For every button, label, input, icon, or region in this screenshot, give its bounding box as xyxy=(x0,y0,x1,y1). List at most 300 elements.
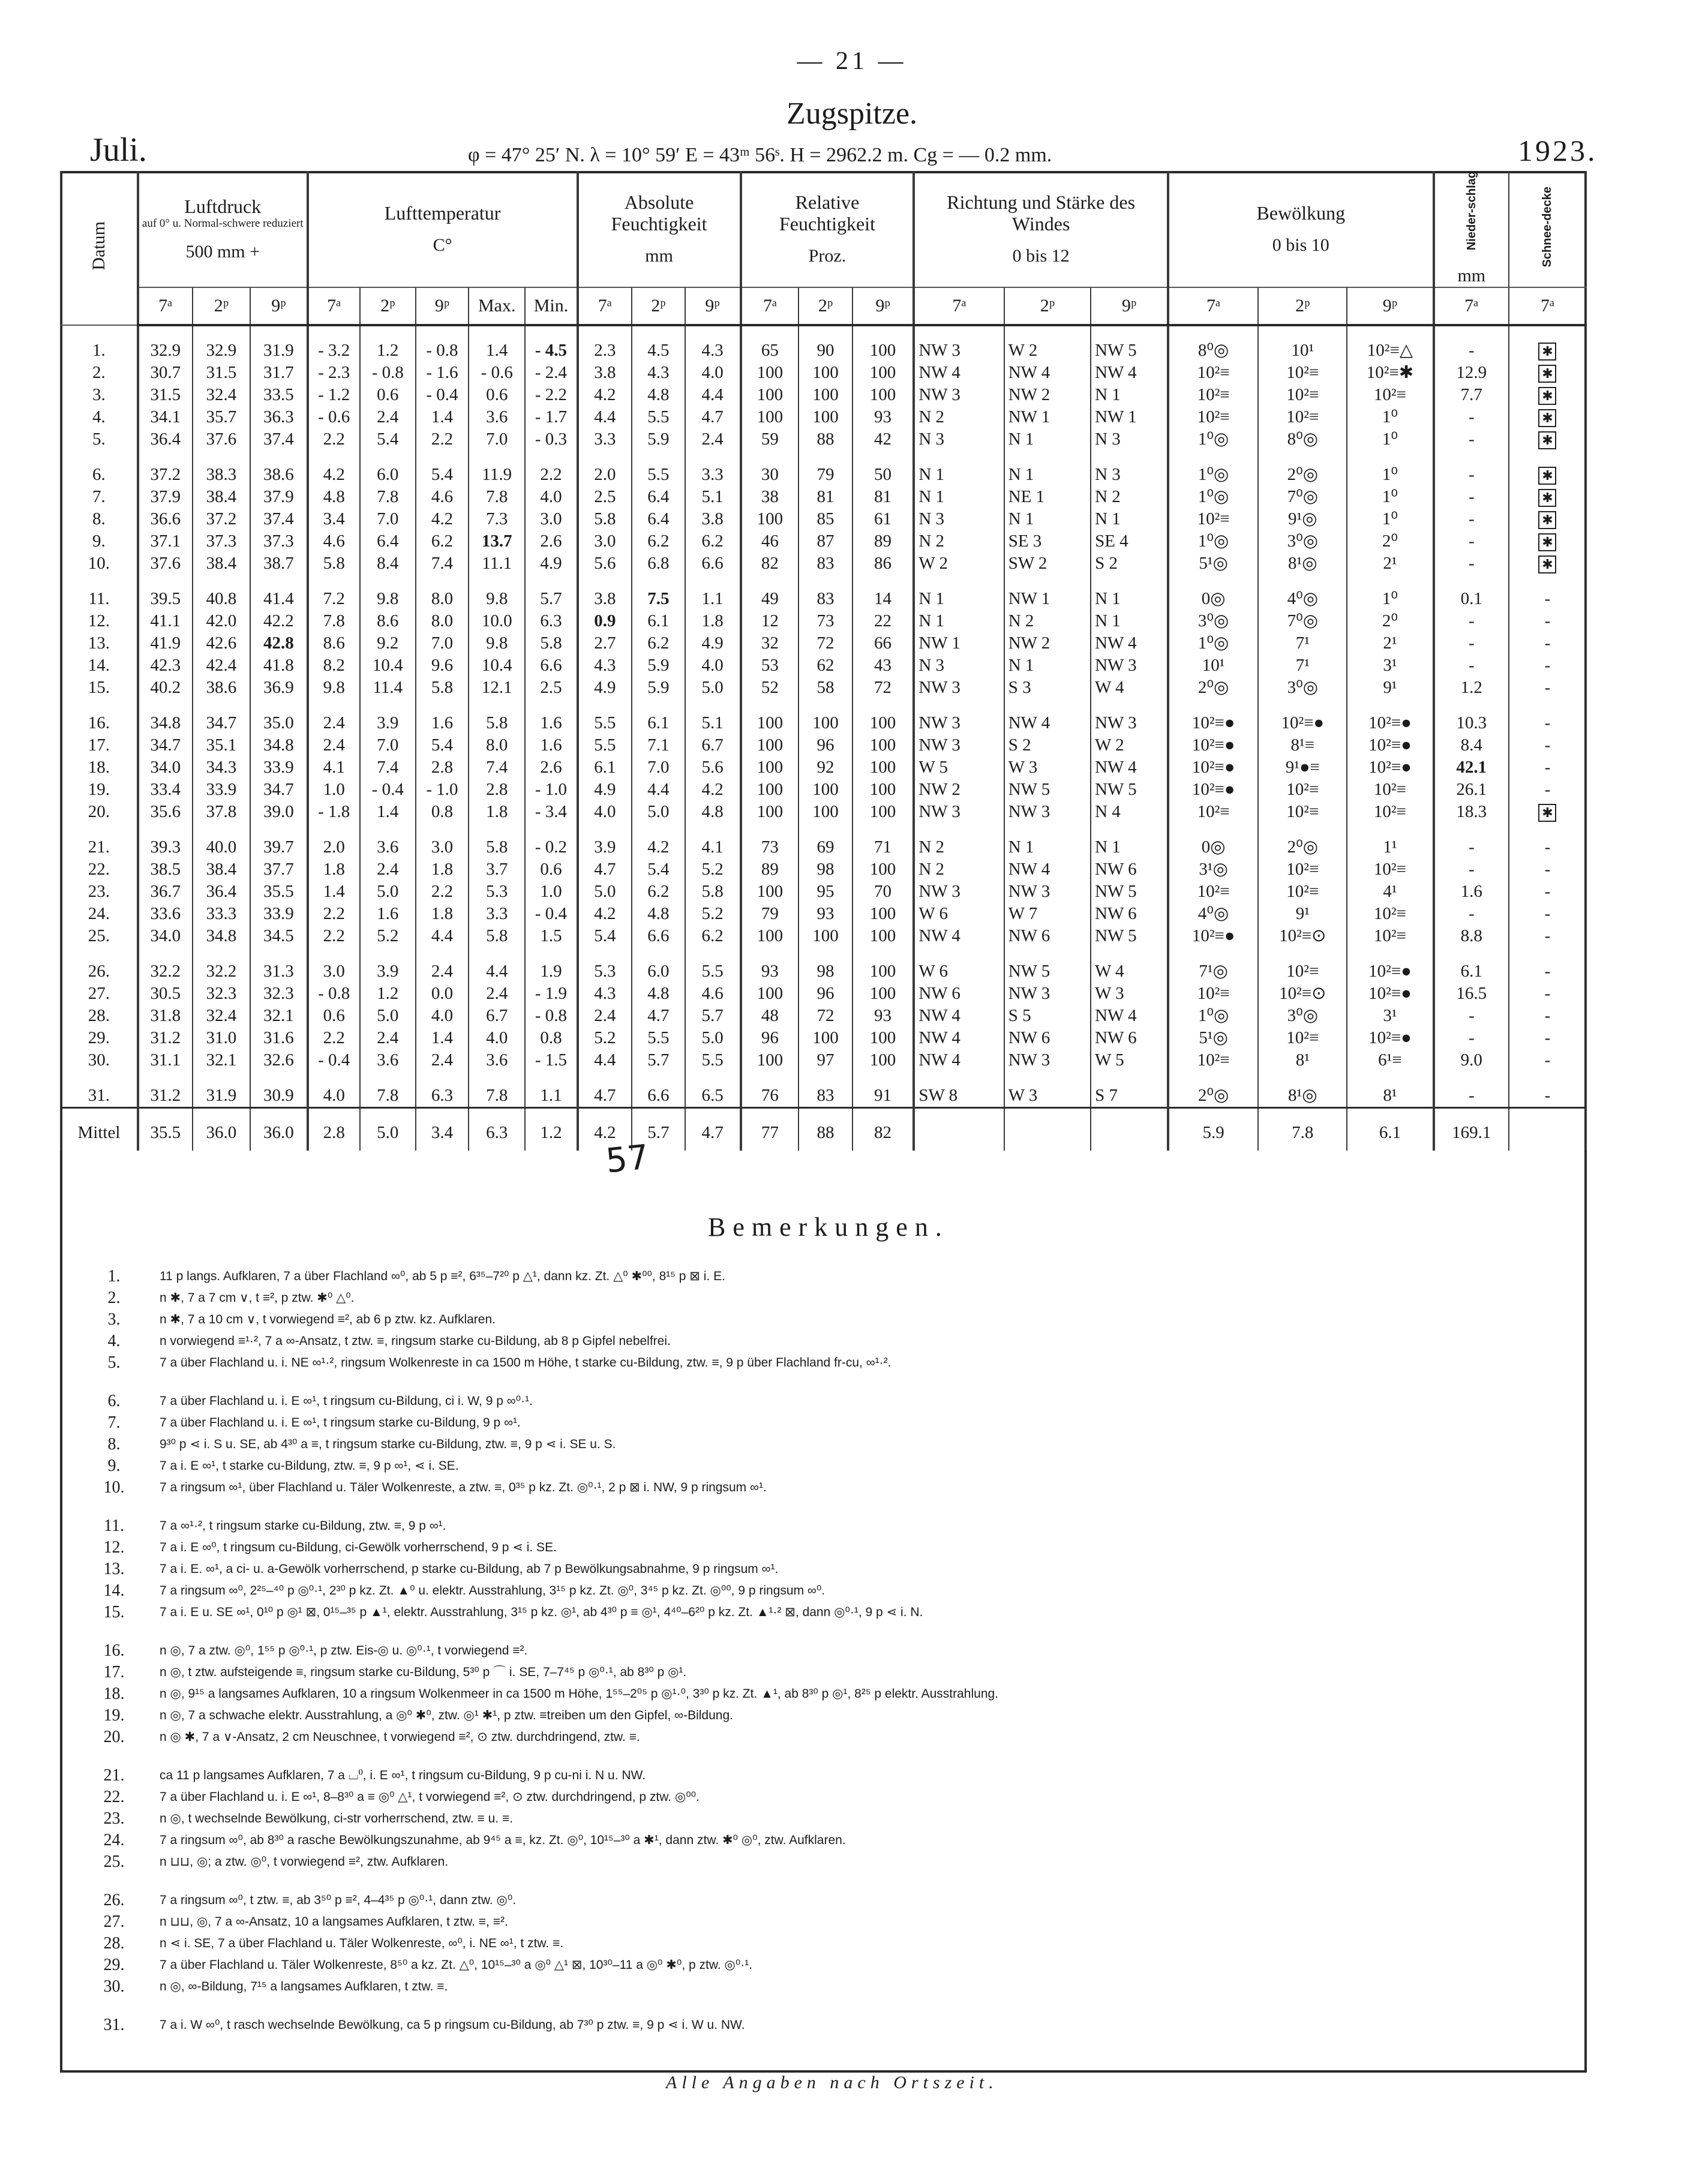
cell-pressure-2p: 37.2 xyxy=(193,508,251,530)
cell-cloud-7a: 1⁰◎ xyxy=(1168,1005,1258,1027)
cell-pressure-2p: 34.8 xyxy=(193,925,251,947)
cell-temp-9p: 3.0 xyxy=(416,823,469,858)
cell-cloud-7a: 10¹ xyxy=(1168,654,1258,677)
cell-pressure-7a: 41.9 xyxy=(138,632,193,654)
cell-relhum-9p: 70 xyxy=(853,881,914,903)
cell-wind-7a: NW 6 xyxy=(914,983,1004,1005)
cell-relhum-2p: 100 xyxy=(799,1027,852,1049)
cell-snowcover: - xyxy=(1509,858,1586,881)
cell-temp-7a: 1.8 xyxy=(308,858,360,881)
cell-wind-7a: NW 3 xyxy=(914,677,1004,699)
table-row xyxy=(61,552,1586,575)
table-row xyxy=(61,654,1586,677)
cell-pressure-2p: 42.0 xyxy=(193,610,251,632)
cell-wind-2p: NW 1 xyxy=(1004,406,1091,428)
cell-abshum-7a: 4.0 xyxy=(578,801,632,823)
cell-abshum-2p: 6.8 xyxy=(632,552,685,575)
col-bewoelkung: Bewölkung 0 bis 10 xyxy=(1168,171,1434,287)
cell-pressure-9p: 37.4 xyxy=(250,428,307,451)
snow-cover-icon: ✱ xyxy=(1538,365,1556,383)
cell-precip: 1.6 xyxy=(1434,881,1509,903)
cell-abshum-7a: 2.5 xyxy=(578,486,632,508)
cell-cloud-2p: 3⁰◎ xyxy=(1258,530,1347,552)
cell-cloud-7a: 10²≡● xyxy=(1168,734,1258,756)
cell-temp-7a: 5.8 xyxy=(308,552,360,575)
cell-relhum-2p: 85 xyxy=(799,508,852,530)
cell-wind-9p: N 3 xyxy=(1091,451,1168,486)
cell-snowcover: - xyxy=(1509,903,1586,925)
remark-text: n ⊔⊔, ◎, 7 a ∞-Ansatz, 10 a langsames Aufklaren, t ztw. ≡, ≡². xyxy=(160,1915,508,1929)
cell-pressure-2p: 36.4 xyxy=(193,881,251,903)
cell-cloud-7a: 2⁰◎ xyxy=(1168,1071,1258,1108)
cell-cloud-2p: 4⁰◎ xyxy=(1258,575,1347,610)
table-row xyxy=(61,858,1586,881)
cell-relhum-9p: 93 xyxy=(853,1005,914,1027)
snow-cover-icon: ✱ xyxy=(1538,555,1556,573)
cell-relhum-2p: 90 xyxy=(799,325,852,362)
cell-precip: - xyxy=(1434,903,1509,925)
remark-row xyxy=(84,1287,1560,1309)
cell-temp-7a: - 1.8 xyxy=(308,801,360,823)
cell-temp-7a: 3.4 xyxy=(308,508,360,530)
table-row xyxy=(61,734,1586,756)
snow-cover-icon: ✱ xyxy=(1538,431,1556,449)
cell-precip: - xyxy=(1434,325,1509,362)
cell-relhum-7a: 79 xyxy=(741,903,799,925)
cell-temp-9p: 0.8 xyxy=(416,801,469,823)
cell-temp-7a: 0.6 xyxy=(308,1005,360,1027)
cell-relhum-9p: 100 xyxy=(853,699,914,734)
cell-precip: 26.1 xyxy=(1434,779,1509,801)
cell-wind-7a: NW 4 xyxy=(914,1005,1004,1027)
cell-temp-max: 4.4 xyxy=(469,947,525,983)
col-luftdruck: Luftdruck auf 0° u. Normal-schwere reduziert 500 mm + xyxy=(138,171,308,287)
remark-row xyxy=(84,1933,1560,1954)
table-row xyxy=(61,632,1586,654)
cell-pressure-2p: 37.3 xyxy=(193,530,251,552)
cell-temp-7a: - 1.2 xyxy=(308,384,360,406)
hdr-p-9p: 9ᵖ xyxy=(250,287,307,325)
cell-relhum-7a: 100 xyxy=(741,925,799,947)
table-row xyxy=(61,575,1586,610)
cell-pressure-7a: 39.5 xyxy=(138,575,193,610)
remark-text: 7 a über Flachland u. i. E ∞¹, t ringsum starke cu-Bildung, 9 p ∞¹. xyxy=(160,1416,521,1430)
table-row xyxy=(61,983,1586,1005)
cell-abshum-9p: 6.5 xyxy=(685,1071,741,1108)
cell-snowcover xyxy=(1509,530,1586,552)
cell-cloud-7a: 8⁰◎ xyxy=(1168,325,1258,362)
cell-wind-7a: N 1 xyxy=(914,486,1004,508)
cell-cloud-2p: 3⁰◎ xyxy=(1258,677,1347,699)
cell-date: 24. xyxy=(61,903,138,925)
cell-cloud-2p: 7¹ xyxy=(1258,632,1347,654)
hdr-a-9p: 9ᵖ xyxy=(685,287,741,325)
cell-temp-2p: 11.4 xyxy=(360,677,416,699)
cell-abshum-9p: 5.0 xyxy=(685,1027,741,1049)
cell-pressure-7a: 36.4 xyxy=(138,428,193,451)
cell-date: 29. xyxy=(61,1027,138,1049)
cell-cloud-2p: 10²≡⊙ xyxy=(1258,983,1347,1005)
cell-wind-2p: SW 2 xyxy=(1004,552,1091,575)
cell-abshum-9p: 1.8 xyxy=(685,610,741,632)
cell-pressure-2p: 40.0 xyxy=(193,823,251,858)
cell-abshum-2p: 5.5 xyxy=(632,451,685,486)
remark-date: 13. xyxy=(103,1560,125,1578)
cell-pressure-2p: 32.3 xyxy=(193,983,251,1005)
cell-temp-min: 2.6 xyxy=(525,756,577,779)
remark-row xyxy=(84,1477,1560,1499)
cell-cloud-2p: 10²≡ xyxy=(1258,801,1347,823)
cell-relhum-7a: 100 xyxy=(741,983,799,1005)
cell-precip: - xyxy=(1434,451,1509,486)
cell-snowcover: - xyxy=(1509,734,1586,756)
cell-snowcover: - xyxy=(1509,779,1586,801)
cell-cloud-7a: 1⁰◎ xyxy=(1168,428,1258,451)
cell-snowcover: - xyxy=(1509,677,1586,699)
cell-precip: 1.2 xyxy=(1434,677,1509,699)
cell-abshum-9p: 5.1 xyxy=(685,486,741,508)
cell-pressure-9p: 41.4 xyxy=(250,575,307,610)
cell-precip: - xyxy=(1434,552,1509,575)
cell-wind-2p: NW 4 xyxy=(1004,699,1091,734)
cell-temp-max: 6.7 xyxy=(469,1005,525,1027)
cell-pressure-9p: 32.6 xyxy=(250,1049,307,1071)
cell-relhum-7a: 100 xyxy=(741,734,799,756)
remark-text: 7 a i. E. ∞¹, a ci- u. a-Gewölk vorherrschend, p starke cu-Bildung, ab 7 p Bewölkungsabnahme, 9 p ringsum ∞¹. xyxy=(160,1562,779,1576)
table-row xyxy=(61,486,1586,508)
table-row xyxy=(61,756,1586,779)
cell-relhum-2p: 100 xyxy=(799,801,852,823)
cell-relhum-2p: 69 xyxy=(799,823,852,858)
table-row xyxy=(61,779,1586,801)
cell-wind-9p: SE 4 xyxy=(1091,530,1168,552)
cell-relhum-2p: 81 xyxy=(799,486,852,508)
cell-precip: 8.8 xyxy=(1434,925,1509,947)
cell-pressure-2p: 35.1 xyxy=(193,734,251,756)
cell-abshum-2p: 5.7 xyxy=(632,1108,685,1151)
cell-temp-max: - 0.6 xyxy=(469,362,525,384)
station-coordinates: φ = 47° 25′ N. λ = 10° 59′ E = 43ᵐ 56ˢ. H = 2962.2 m. Cg = — 0.2 mm. xyxy=(468,144,1052,166)
cell-temp-7a: - 0.4 xyxy=(308,1049,360,1071)
cell-temp-2p: 6.4 xyxy=(360,530,416,552)
cell-snowcover xyxy=(1509,325,1586,362)
cell-wind-9p: NW 5 xyxy=(1091,925,1168,947)
remark-text: 7 a ringsum ∞⁰, t ztw. ≡, ab 3⁵⁰ p ≡², 4–4³⁵ p ◎⁰·¹, dann ztw. ◎⁰. xyxy=(160,1893,517,1907)
cell-pressure-7a: 33.4 xyxy=(138,779,193,801)
cell-cloud-7a: 10²≡ xyxy=(1168,1049,1258,1071)
cell-cloud-9p: 1⁰ xyxy=(1347,486,1433,508)
table-row xyxy=(61,384,1586,406)
cell-cloud-9p: 10²≡ xyxy=(1347,384,1433,406)
cell-abshum-2p: 5.0 xyxy=(632,801,685,823)
cell-snowcover xyxy=(1509,552,1586,575)
cell-abshum-7a: 4.2 xyxy=(578,1108,632,1151)
cell-cloud-2p: 10²≡ xyxy=(1258,406,1347,428)
cell-temp-9p: 5.4 xyxy=(416,734,469,756)
cell-temp-2p: 3.9 xyxy=(360,947,416,983)
cell-pressure-2p: 42.4 xyxy=(193,654,251,677)
remark-text: n ◎, 9¹⁵ a langsames Aufklaren, 10 a ringsum Wolkenmeer in ca 1500 m Höhe, 1⁵⁵–2⁰⁵ p ◎¹·⁰, 3³⁰ p kz. Zt. ▲¹, ab 8³⁰ p ◎¹, 8²⁵ p elektr. Ausstrahlung. xyxy=(160,1687,999,1701)
cell-abshum-2p: 6.2 xyxy=(632,881,685,903)
remark-text: n ✱, 7 a 7 cm ∨, t ≡², p ztw. ✱⁰ △⁰. xyxy=(160,1291,355,1305)
cell-abshum-2p: 6.1 xyxy=(632,610,685,632)
remark-date: 1. xyxy=(107,1267,121,1286)
cell-relhum-7a: 12 xyxy=(741,610,799,632)
cell-wind-7a: W 6 xyxy=(914,903,1004,925)
cell-temp-2p: 7.8 xyxy=(360,1071,416,1108)
cell-temp-max: 0.6 xyxy=(469,384,525,406)
cell-abshum-7a: 5.6 xyxy=(578,552,632,575)
cell-wind-2p: N 1 xyxy=(1004,508,1091,530)
cell-pressure-7a: 38.5 xyxy=(138,858,193,881)
cell-cloud-9p: 10²≡● xyxy=(1347,983,1433,1005)
cell-relhum-2p: 72 xyxy=(799,632,852,654)
snow-cover-icon: ✱ xyxy=(1538,804,1556,822)
cell-cloud-2p: 2⁰◎ xyxy=(1258,451,1347,486)
remark-row xyxy=(84,1830,1560,1851)
cell-relhum-9p: 43 xyxy=(853,654,914,677)
cell-relhum-2p: 100 xyxy=(799,384,852,406)
cell-abshum-9p: 5.1 xyxy=(685,699,741,734)
cell-temp-9p: 2.8 xyxy=(416,756,469,779)
cell-temp-min: 0.6 xyxy=(525,858,577,881)
cell-cloud-9p: 10²≡● xyxy=(1347,734,1433,756)
cell-cloud-2p: 7.8 xyxy=(1258,1108,1347,1151)
cell-abshum-9p: 5.2 xyxy=(685,903,741,925)
cell-pressure-7a: 31.2 xyxy=(138,1071,193,1108)
hdr-t-min: Min. xyxy=(525,287,577,325)
cell-pressure-9p: 30.9 xyxy=(250,1071,307,1108)
cell-abshum-7a: 3.3 xyxy=(578,428,632,451)
cell-temp-7a: - 3.2 xyxy=(308,325,360,362)
remark-text: 9³⁰ p ⋖ i. S u. SE, ab 4³⁰ a ≡, t ringsum starke cu-Bildung, ztw. ≡, 9 p ⋖ i. SE u. S. xyxy=(160,1437,616,1451)
cell-pressure-9p: 32.1 xyxy=(250,1005,307,1027)
cell-wind-7a: NW 3 xyxy=(914,384,1004,406)
remark-date: 16. xyxy=(103,1641,125,1660)
remark-date: 4. xyxy=(107,1332,121,1350)
observation-table xyxy=(60,171,1587,1151)
cell-pressure-7a: 36.7 xyxy=(138,881,193,903)
cell-relhum-2p: 98 xyxy=(799,858,852,881)
cell-temp-min: - 1.5 xyxy=(525,1049,577,1071)
cell-abshum-2p: 4.8 xyxy=(632,903,685,925)
cell-cloud-7a: 0◎ xyxy=(1168,575,1258,610)
cell-cloud-2p: 8⁰◎ xyxy=(1258,428,1347,451)
cell-temp-max: 3.7 xyxy=(469,858,525,881)
cell-snowcover: - xyxy=(1509,1071,1586,1108)
cell-temp-2p: 5.0 xyxy=(360,1005,416,1027)
cell-temp-9p: - 0.4 xyxy=(416,384,469,406)
cell-abshum-9p: 5.8 xyxy=(685,881,741,903)
cell-wind-2p: NW 1 xyxy=(1004,575,1091,610)
remark-date: 8. xyxy=(107,1435,121,1454)
cell-cloud-7a: 10²≡● xyxy=(1168,756,1258,779)
cell-temp-7a: 2.2 xyxy=(308,1027,360,1049)
cell-relhum-2p: 97 xyxy=(799,1049,852,1071)
cell-abshum-7a: 5.8 xyxy=(578,508,632,530)
cell-cloud-2p: 10²≡ xyxy=(1258,858,1347,881)
cell-relhum-7a: 46 xyxy=(741,530,799,552)
cell-temp-2p: 6.0 xyxy=(360,451,416,486)
remark-row xyxy=(84,1559,1560,1580)
cell-date: 27. xyxy=(61,983,138,1005)
cell-abshum-2p: 5.5 xyxy=(632,1027,685,1049)
cell-relhum-2p: 100 xyxy=(799,406,852,428)
cell-temp-9p: 1.4 xyxy=(416,1027,469,1049)
cell-wind-9p: NW 6 xyxy=(1091,858,1168,881)
hdr-c-2p: 2ᵖ xyxy=(1258,287,1347,325)
cell-cloud-2p: 10²≡● xyxy=(1258,699,1347,734)
cell-pressure-2p: 42.6 xyxy=(193,632,251,654)
cell-pressure-9p: 36.9 xyxy=(250,677,307,699)
cell-pressure-9p: 35.5 xyxy=(250,881,307,903)
cell-wind-7a: N 2 xyxy=(914,530,1004,552)
remark-text: 7 a über Flachland u. i. NE ∞¹·², ringsum Wolkenreste in ca 1500 m Höhe, t starke cu-Bildung, ztw. ≡, 9 p über Flachland fr-cu, ∞¹·². xyxy=(160,1356,891,1370)
cell-relhum-7a: 65 xyxy=(741,325,799,362)
hdr-a-2p: 2ᵖ xyxy=(632,287,685,325)
cell-relhum-9p: 100 xyxy=(853,925,914,947)
cell-pressure-7a: 42.3 xyxy=(138,654,193,677)
cell-wind-2p: NW 4 xyxy=(1004,858,1091,881)
cell-relhum-9p: 89 xyxy=(853,530,914,552)
col-wind: Richtung und Stärke des Windes 0 bis 12 xyxy=(914,171,1168,287)
cell-cloud-9p: 10²≡ xyxy=(1347,903,1433,925)
cell-date: 31. xyxy=(61,1071,138,1108)
remark-row xyxy=(84,1976,1560,1998)
cell-cloud-7a: 3¹◎ xyxy=(1168,858,1258,881)
cell-snowcover xyxy=(1509,406,1586,428)
cell-wind-7a: NW 3 xyxy=(914,699,1004,734)
remark-date: 31. xyxy=(103,2016,125,2034)
cell-cloud-7a: 1⁰◎ xyxy=(1168,486,1258,508)
snow-cover-icon: ✱ xyxy=(1538,409,1556,427)
remarks-title: Bemerkungen. xyxy=(708,1212,949,1242)
cell-relhum-9p: 71 xyxy=(853,823,914,858)
cell-abshum-7a: 4.7 xyxy=(578,1071,632,1108)
cell-abshum-7a: 3.0 xyxy=(578,530,632,552)
cell-temp-7a: 4.8 xyxy=(308,486,360,508)
cell-temp-7a: 2.2 xyxy=(308,428,360,451)
cell-abshum-2p: 4.7 xyxy=(632,1005,685,1027)
cell-relhum-9p: 93 xyxy=(853,406,914,428)
cell-abshum-2p: 6.1 xyxy=(632,699,685,734)
cell-relhum-2p: 88 xyxy=(799,1108,852,1151)
cell-wind-9p: NW 3 xyxy=(1091,654,1168,677)
cell-abshum-2p: 6.2 xyxy=(632,530,685,552)
cell-pressure-7a: 36.6 xyxy=(138,508,193,530)
remark-row xyxy=(84,1352,1560,1374)
cell-wind-9p: W 5 xyxy=(1091,1049,1168,1071)
cell-pressure-2p: 40.8 xyxy=(193,575,251,610)
cell-date: 25. xyxy=(61,925,138,947)
cell-temp-min: 5.7 xyxy=(525,575,577,610)
cell-temp-max: 1.8 xyxy=(469,801,525,823)
cell-temp-max: 5.8 xyxy=(469,823,525,858)
cell-temp-max: 10.4 xyxy=(469,654,525,677)
cell-cloud-9p: 10²≡ xyxy=(1347,801,1433,823)
table-row xyxy=(61,881,1586,903)
remark-text: 7 a i. E ∞⁰, t ringsum cu-Bildung, ci-Gewölk vorherrschend, 9 p ⋖ i. SE. xyxy=(160,1541,557,1554)
cell-temp-9p: 6.2 xyxy=(416,530,469,552)
hdr-r-7a: 7ᵃ xyxy=(741,287,799,325)
cell-abshum-9p: 3.3 xyxy=(685,451,741,486)
cell-cloud-9p: 1⁰ xyxy=(1347,508,1433,530)
cell-pressure-2p: 33.3 xyxy=(193,903,251,925)
remark-date: 11. xyxy=(104,1517,124,1535)
cell-temp-9p: - 1.0 xyxy=(416,779,469,801)
cell-precip: 169.1 xyxy=(1434,1108,1509,1151)
cell-temp-7a: 2.8 xyxy=(308,1108,360,1151)
cell-pressure-2p: 32.2 xyxy=(193,947,251,983)
cell-wind-7a xyxy=(914,1108,1004,1151)
cell-cloud-9p: 1¹ xyxy=(1347,823,1433,858)
cell-relhum-7a: 89 xyxy=(741,858,799,881)
cell-wind-2p: S 5 xyxy=(1004,1005,1091,1027)
remark-row xyxy=(84,1309,1560,1331)
cell-date: 2. xyxy=(61,362,138,384)
cell-temp-7a: 1.4 xyxy=(308,881,360,903)
cell-abshum-7a: 2.0 xyxy=(578,451,632,486)
cell-cloud-7a: 10²≡ xyxy=(1168,406,1258,428)
remark-text: 7 a ∞¹·², t ringsum starke cu-Bildung, ztw. ≡, 9 p ∞¹. xyxy=(160,1519,446,1533)
cell-relhum-7a: 77 xyxy=(741,1108,799,1151)
cell-relhum-9p: 72 xyxy=(853,677,914,699)
cell-relhum-9p: 61 xyxy=(853,508,914,530)
cell-pressure-9p: 41.8 xyxy=(250,654,307,677)
cell-wind-9p: S 2 xyxy=(1091,552,1168,575)
cell-abshum-2p: 6.4 xyxy=(632,486,685,508)
cell-temp-7a: 7.2 xyxy=(308,575,360,610)
cell-temp-min: 2.5 xyxy=(525,677,577,699)
cell-date: 14. xyxy=(61,654,138,677)
cell-abshum-9p: 5.0 xyxy=(685,677,741,699)
cell-temp-2p: 7.4 xyxy=(360,756,416,779)
cell-snowcover xyxy=(1509,362,1586,384)
cell-temp-min: 1.2 xyxy=(525,1108,577,1151)
cell-temp-2p: 8.4 xyxy=(360,552,416,575)
cell-pressure-7a: 31.5 xyxy=(138,384,193,406)
hdr-t-9p: 9ᵖ xyxy=(416,287,469,325)
cell-pressure-2p: 38.6 xyxy=(193,677,251,699)
cell-temp-9p: 5.4 xyxy=(416,451,469,486)
cell-wind-2p: N 1 xyxy=(1004,428,1091,451)
cell-cloud-7a: 10²≡● xyxy=(1168,699,1258,734)
cell-relhum-2p: 83 xyxy=(799,552,852,575)
cell-temp-7a: 2.0 xyxy=(308,823,360,858)
remark-text: n ◎, ∞-Bildung, 7¹⁵ a langsames Aufklaren, t ztw. ≡. xyxy=(160,1980,448,1993)
cell-pressure-9p: 38.7 xyxy=(250,552,307,575)
remark-row xyxy=(84,1705,1560,1726)
cell-relhum-2p: 96 xyxy=(799,983,852,1005)
cell-relhum-9p: 100 xyxy=(853,1027,914,1049)
cell-pressure-7a: 40.2 xyxy=(138,677,193,699)
cell-temp-min: - 2.4 xyxy=(525,362,577,384)
cell-temp-max: 12.1 xyxy=(469,677,525,699)
cell-temp-max: 11.1 xyxy=(469,552,525,575)
cell-temp-2p: 5.0 xyxy=(360,881,416,903)
cell-pressure-9p: 33.9 xyxy=(250,756,307,779)
cell-cloud-7a: 10²≡● xyxy=(1168,779,1258,801)
cell-temp-9p: 3.4 xyxy=(416,1108,469,1151)
cell-wind-2p: S 2 xyxy=(1004,734,1091,756)
cell-cloud-9p: 3¹ xyxy=(1347,654,1433,677)
footer-note: Alle Angaben nach Ortszeit. xyxy=(666,2073,998,2092)
page-binding-edge xyxy=(0,0,36,2165)
cell-cloud-2p: 7¹ xyxy=(1258,654,1347,677)
cell-pressure-7a: 34.0 xyxy=(138,756,193,779)
cell-precip: 12.9 xyxy=(1434,362,1509,384)
cell-precip: - xyxy=(1434,632,1509,654)
